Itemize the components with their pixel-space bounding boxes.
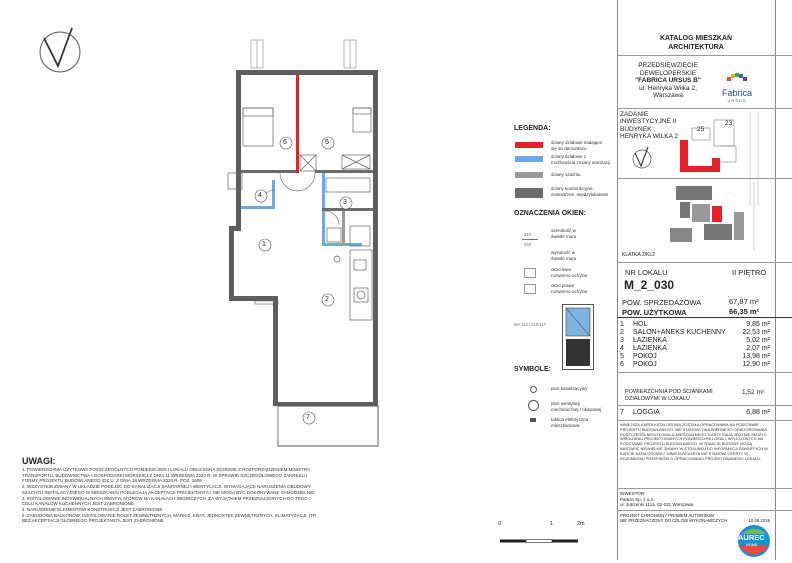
loggia-number: 7 — [620, 409, 624, 416]
room-row — [620, 353, 770, 361]
legend-text-rearrange: ściany działowe z możliwością zmiany aranżacji — [551, 154, 611, 165]
fabrica-logo-icon — [712, 71, 762, 83]
aurec-logo-sub: HOME — [746, 543, 758, 547]
fabrica-logo-sub: URSUS — [727, 98, 747, 103]
task-line3: BUDYNEK : — [620, 125, 656, 133]
investor-label: INWESTOR: — [620, 491, 646, 496]
window-left-text: okno lewo rozwierno-uchylne — [551, 267, 588, 278]
unit-nr-label: NR LOKALU — [625, 268, 668, 277]
fabrica-logo — [712, 70, 762, 103]
scale-tick-2: 2m — [577, 521, 585, 527]
room-name: ŁAZIENKA — [633, 345, 667, 352]
panel-right-edge — [775, 0, 776, 560]
key-plan-drawing — [668, 182, 764, 250]
legend-swatch-demolition — [515, 142, 543, 148]
rooms-divider — [617, 372, 792, 373]
partition-line2: DZIAŁOWYMI W LOKALU — [625, 395, 690, 402]
investor — [620, 491, 693, 508]
room-area: 13,98 m² — [742, 353, 770, 360]
window-glazing-icon — [563, 305, 593, 369]
structural-walls — [229, 70, 378, 406]
window-marker-right — [344, 40, 356, 68]
task-line1: ZADANIE — [620, 111, 649, 118]
loggia-area: 6,88 m² — [746, 409, 770, 416]
window-sample-dims: 95+115 / 218/117 — [514, 322, 547, 327]
unit-floor: II PIĘTRO — [732, 268, 767, 277]
room-label-3: 3 — [343, 199, 347, 206]
legend-title: LEGENDA: — [514, 125, 551, 132]
partition-area-value: 1,52 m² — [742, 389, 765, 396]
project-line5: Warszawa — [652, 92, 684, 99]
window-right-icon — [524, 284, 536, 294]
project-line3: "FABRICA URSUS B" — [635, 77, 701, 84]
room-row — [620, 329, 770, 337]
windows-title: OZNACZENIA OKIEN: — [514, 210, 587, 217]
copyright-line1: PROJEKT CHRONIONY PRAWEM AUTORSKIM — [620, 513, 714, 518]
room-name: SALON+ANEKS KUCHENNY — [633, 329, 726, 336]
room-label-2: 2 — [325, 296, 329, 303]
header-divider — [617, 55, 792, 56]
scale-bar-icon — [500, 539, 580, 544]
symbol-vent-text: pion wentylacji mechanicznej / okapowej — [551, 401, 602, 412]
room-label-5: 5 — [325, 139, 329, 146]
window-dim-top: 210 — [524, 232, 531, 237]
partition-area-label — [625, 389, 713, 402]
copyright — [620, 513, 772, 524]
note-item: 4. NARUSZENIE ELEMENTÓW KONSTRUKCJI JEST ZABRONIONE — [22, 506, 163, 512]
room-area: 2,07 m² — [746, 345, 770, 352]
room-label-7: 7 — [306, 414, 310, 421]
room-number: 3 — [620, 337, 624, 344]
unit-id: M_2_030 — [624, 278, 675, 292]
room-markers — [255, 137, 352, 424]
area-divider — [617, 317, 792, 318]
room-number: 2 — [620, 329, 624, 336]
room-area: 22,53 m² — [742, 329, 770, 336]
copyright-line2: NIE PRZEZNACZONY DO CELÓW WYKONAWCZYCH 10.06.2026 — [620, 518, 770, 524]
investor-line2: ul. Jutrzenki 111a, 02-231 Warszawa — [620, 502, 694, 507]
keyplan-divider — [617, 262, 792, 263]
vent-riser-icon — [528, 400, 539, 411]
window-width-text: szerokość w świetle muru — [551, 228, 577, 239]
investor-divider — [617, 510, 792, 511]
legend-text-structural: ściany konstrukcyjne, zewnętrzne, międzylokalowe — [551, 186, 609, 197]
room-name: POKÓJ — [633, 353, 657, 360]
site-label-23: 23 — [725, 120, 733, 127]
loggia-name: LOGGIA — [633, 409, 660, 416]
window-sample-icon — [562, 304, 594, 370]
note-item: 1. POWIERZCHNIA UŻYTKOWA POSZCZEGÓLNYCH POMIESZCZEŃ I LOKALU OBLICZONA ZGODNIE Z ROZPORZĄDZENIEM MINISTRA TRANSPORTU, BUDOWNICTWA I GOSPODARKI MORSKIEJ Z DNIA 11 WRZEŚNIA 2020 R. W SPRAWIE SZCZEGÓŁOWEGO ZAKRESU I FORMY PROJEKTU BUDOWLANEGO /DZ.U. Z DNIA 18 WRZEŚNIA 2020 R. POZ. 1609 — [22, 467, 310, 484]
notes-title: UWAGI: — [22, 456, 56, 466]
room-area: 5,02 m² — [746, 337, 770, 344]
legend-swatch-structural — [515, 188, 543, 198]
task-line4: HENRYKA WILKA 2 — [620, 132, 679, 140]
scale-bar-graphic — [500, 531, 580, 536]
room-name: POKÓJ — [633, 361, 657, 368]
window-height-text: wysokość w świetle muru — [551, 250, 577, 261]
usable-area-label: POW. UŻYTKOWA — [622, 308, 687, 317]
project-info — [618, 62, 718, 100]
loggia-divider — [617, 420, 792, 421]
window-left-icon — [524, 268, 536, 278]
room-number: 6 — [620, 361, 624, 368]
partition-divider — [617, 405, 792, 406]
room-area: 12,90 m² — [742, 361, 770, 368]
room-row — [620, 321, 770, 329]
task-line2: INWESTYCYJNE II — [620, 118, 677, 126]
site-divider — [617, 178, 792, 179]
project-divider — [617, 108, 792, 109]
room-row — [620, 345, 770, 353]
catalog-title — [620, 34, 772, 52]
project-line1: PRZEDSIĘWZIĘCIE — [638, 62, 698, 69]
loggia-row — [620, 409, 770, 417]
sale-area-value: 67,87 m² — [729, 297, 759, 306]
disclaimer: NINIEJSZA KARTA KATALOGOWA ZOSTAŁA OPRACOWANA NA PODSTAWIE PROJEKTU BUDOWLANEGO. NIE STANOWI ONA WIERNEGO ODWZOROWANIA POSZCZEGÓLNEGO LOKALU MIESZKALNEGO. KARTY MAJĄ JEDYNIE SŁUŻYĆ WSKAZANIU PROJEKTOWANYCH POWIERZCHNI LOKALI, WYLICZONYCH NA PODSTAWIE PROJEKTU BUDOWLANEGO. W TRAKCIE BUDOWY MOGĄ NASTĄPIĆ NIEWIELKIE ZMIANY W STOSUNKU DO INFORMACJI ZAWARTYCH W KARCIE KATALOGOWEJ. NINIEJSZA KARTA NIE STANOWI OFERTY W ROZUMIENIU PRZEPISÓW O OPRACOWANIU PROJEKTOWANEGO LOKALU. — [620, 422, 768, 461]
legend-swatch-shaft — [515, 172, 543, 178]
investor-line1: Partisn Sp. z o.o. — [620, 496, 655, 502]
furniture — [228, 108, 372, 320]
symbol-sewer-text: pion kanalizacyjny — [551, 386, 588, 391]
notes-list — [22, 467, 320, 524]
key-plan — [668, 182, 764, 250]
window-right-text: okno prawo rozwierno-uchylne — [551, 283, 588, 294]
sale-area-label: POW. SPRZEDAŻOWA — [622, 298, 702, 307]
catalog-title-line2: ARCHITEKTURA — [668, 44, 724, 51]
room-name: HOL — [633, 321, 648, 328]
loggia-outline — [278, 406, 378, 446]
copyright-date: 10.06.2026 — [748, 518, 770, 524]
fabrica-logo-text: Fabrica — [721, 88, 752, 98]
room-label-4: 4 — [258, 192, 262, 199]
project-line2: DEWELOPERSKIE — [639, 69, 697, 77]
legend-text-shaft: ściany szachtu — [551, 172, 581, 177]
symbol-electric-text: tablica elektryczna mieszkaniowa — [551, 417, 589, 428]
symbols-title: SYMBOLE: — [514, 366, 551, 373]
window-dim-line — [522, 239, 538, 240]
sewer-riser-icon — [530, 386, 537, 393]
usable-area-value: 66,35 m² — [729, 307, 760, 316]
room-area: 9,85 m² — [746, 321, 770, 328]
disclaimer-divider — [617, 488, 792, 489]
project-line4: ul. Henryka Wilka 2, — [639, 84, 697, 92]
partition-line1: POWIERZCHNIA POD ŚCIANKAMI — [625, 389, 713, 395]
room-label-1: 1 — [262, 241, 266, 248]
window-dim-bottom: 240 — [524, 242, 531, 247]
room-name: ŁAZIENKA — [633, 337, 667, 344]
north-compass-icon — [40, 28, 80, 72]
note-item: 3. INSTALOWANIE INDYWIDUALNYCH WENTYLATORÓW NA KANAŁACH ZBIORCZYCH, ZA WYJĄTKIEM PRZEZNACZONYCH DO TEGO CELU KANAŁÓW KUCHENNYCH JEST ZABRONIONE. — [22, 495, 308, 507]
doors — [255, 173, 339, 440]
room-number: 1 — [620, 321, 624, 328]
electric-panel-icon — [530, 418, 536, 422]
note-item: 2. WSZYSTKIE ZMIANY W UKŁADZIE PODEJŚĆ DO KANALIZACJI SANITARNEJ I WENTYLACJI, WYMAGAJĄCE NARUSZENIA OBUDOWY SZACHTU INSTALACYJNEGO W MIESZKANIU PODLEGAJĄ AKCEPTACJI PROJEKTANTA I NIE MOGĄ BYĆ DOKONYWANE SAMODZIELNIE. — [22, 484, 316, 495]
note-item: 5. ZABUDOWA BALKONÓW, INSTALOWANIE ROLET ZEWNĘTRZNYCH, MARKIZ, KRAT, JEDNOSTEK ZEWNĘTRZNYCH, KLIMATYZACJI, ITP. BEZ AKCEPTACJI GŁÓWNEGO PROJEKTANTA JEST ZABRONIONE — [22, 512, 317, 524]
stair-label: KLATKA 2/KL2 — [622, 252, 655, 258]
room-label-6: 6 — [283, 139, 287, 146]
room-row — [620, 361, 770, 369]
aurec-logo-text: AUREC — [738, 533, 765, 542]
legend-text-demolition: ściany działowe nadające się do demontażu — [551, 140, 603, 151]
site-label-25: 25 — [697, 126, 705, 133]
scale-tick-0: 0 — [498, 521, 502, 527]
legend-swatch-rearrange — [515, 156, 543, 162]
scale-tick-1: 1 — [550, 521, 554, 527]
window-marker-left — [251, 40, 263, 68]
room-number: 4 — [620, 345, 624, 352]
room-row — [620, 337, 770, 345]
room-number: 5 — [620, 353, 624, 360]
catalog-title-line1: KATALOG MIESZKAŃ — [659, 35, 733, 42]
